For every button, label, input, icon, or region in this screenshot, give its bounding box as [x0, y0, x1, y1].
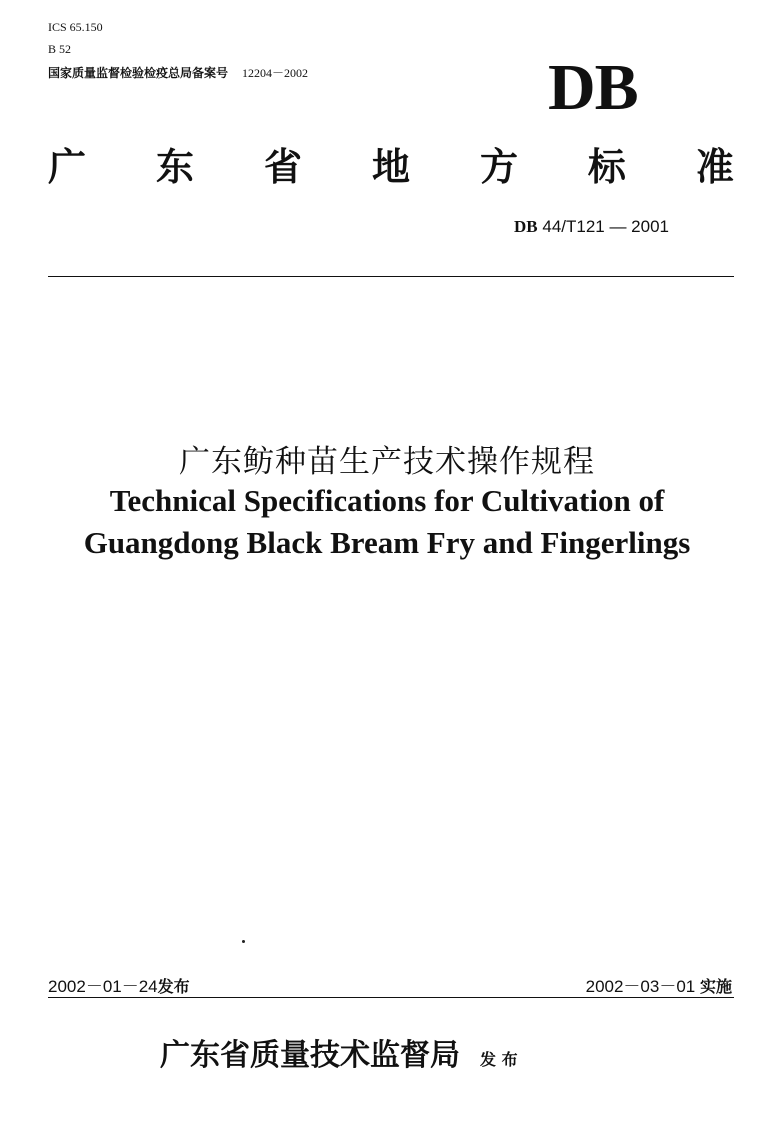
standard-code-prefix: DB — [514, 217, 538, 236]
record-label: 国家质量监督检验检疫总局备案号 — [48, 66, 229, 80]
bottom-divider — [48, 997, 734, 998]
record-number: 12204－2002 — [242, 66, 309, 80]
standard-title-char: 方 — [479, 144, 518, 189]
publisher — [160, 1030, 518, 1074]
implementation-date-label: 实施 — [699, 977, 732, 996]
standard-title-char: 省 — [263, 144, 302, 189]
ics-code: ICS 65.150 — [48, 20, 103, 34]
document-title-en-line2: Guangdong Black Bream Fry and Fingerlings — [83, 525, 691, 560]
issue-date — [48, 972, 190, 997]
document-title-en-line1: Technical Specifications for Cultivation of — [109, 483, 665, 518]
standard-code-number: 44/T121 — 2001 — [542, 217, 670, 236]
db-logo: DB — [548, 51, 638, 124]
record-line — [48, 66, 308, 81]
document-title-en — [0, 480, 774, 564]
implementation-date — [586, 972, 732, 997]
publisher-tag: 发 布 — [480, 1050, 518, 1069]
issue-date-label: 发布 — [157, 977, 190, 996]
standard-title-char: 地 — [371, 144, 410, 189]
publisher-name: 广东省质量技术监督局 — [160, 1038, 460, 1073]
top-divider — [48, 276, 734, 277]
classification-code: B 52 — [48, 42, 72, 56]
standard-title-char: 标 — [587, 144, 626, 189]
standard-code — [514, 217, 669, 237]
issue-date-value: 2002－01－24 — [48, 977, 158, 996]
implementation-date-value: 2002－03－01 — [585, 977, 696, 996]
scan-speck — [242, 940, 245, 943]
document-title-cn: 广东鲂种苗生产技术操作规程 — [179, 444, 595, 480]
standard-title-char: 准 — [695, 144, 734, 189]
standard-title-char: 广 — [48, 144, 87, 189]
standard-title-char: 东 — [155, 144, 194, 189]
standard-title — [48, 138, 734, 188]
